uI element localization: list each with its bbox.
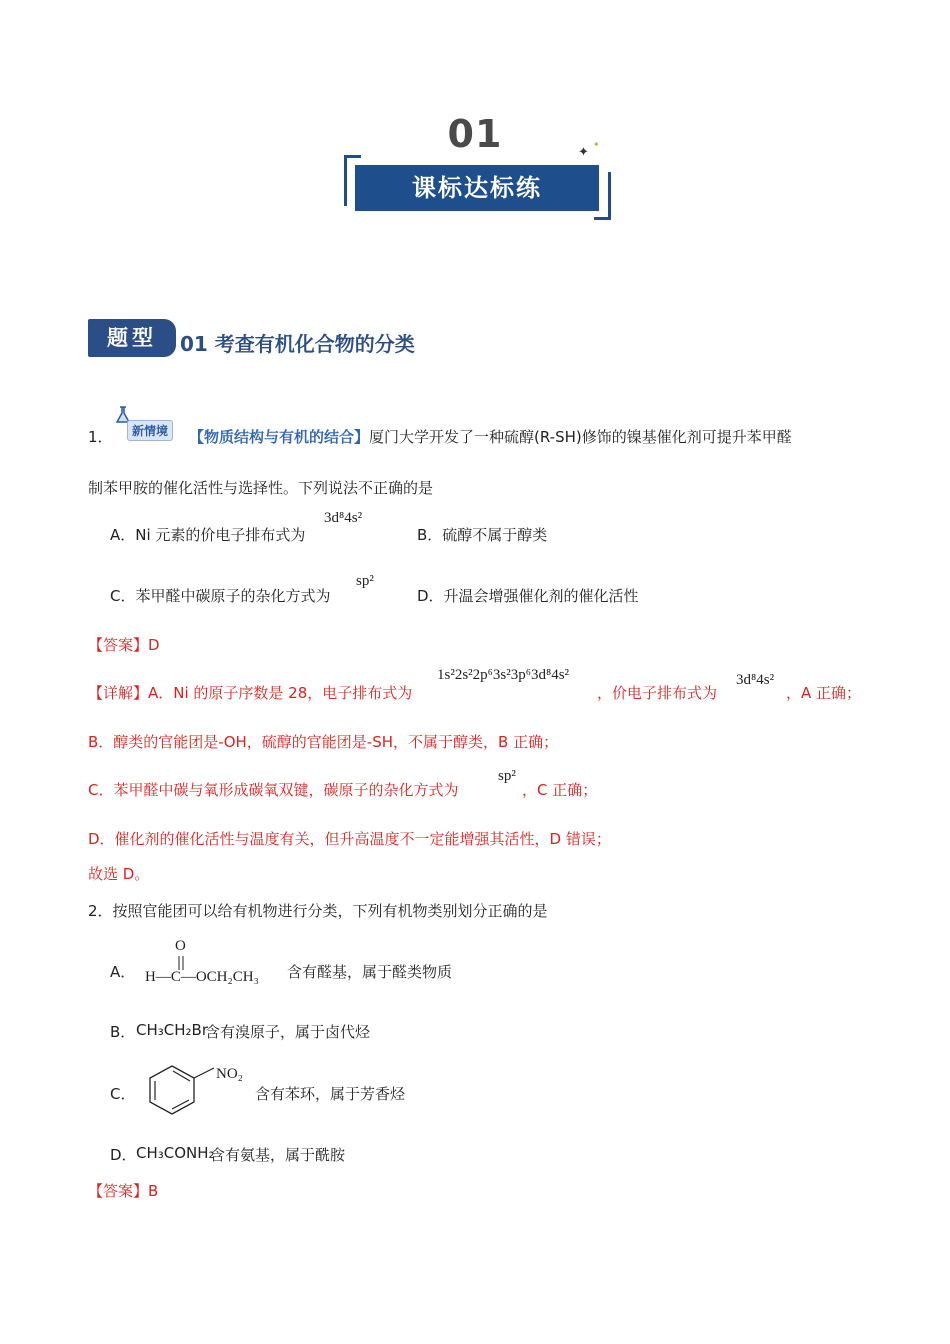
q1-option-b: B．硫醇不属于醇类: [417, 526, 548, 544]
q2-option-c-text: 含有苯环，属于芳香烃: [255, 1085, 406, 1103]
q1-conclusion: 故选 D。: [88, 865, 150, 883]
benzene-ring-icon: [142, 1060, 222, 1124]
q2-option-d-text: 含有氨基，属于酰胺: [210, 1146, 346, 1164]
q1-explanation-c: C．苯甲醛中碳与氧形成碳氧双键，碳原子的杂化方式为: [88, 781, 459, 799]
section-banner: 课标达标练: [355, 165, 599, 211]
q1-explanation-a-formula2: 3d⁸4s²: [736, 672, 775, 688]
chapter-number: 01: [447, 112, 503, 156]
q2-option-c-label: C．: [110, 1085, 136, 1103]
q2-option-a-label: A．: [110, 963, 136, 981]
q2-option-a-text: 含有醛基，属于醛类物质: [287, 963, 453, 981]
q1-stem-line1: 厦门大学开发了一种硫醇(R-SH)修饰的镍基催化剂可提升苯甲醛: [369, 428, 792, 446]
sparkle-small-icon: ✦: [593, 140, 600, 149]
q2-option-b-formula: CH₃CH₂Br: [136, 1021, 208, 1039]
q1-explanation-d: D．催化剂的催化活性与温度有关，但升高温度不一定能增强其活性，D 错误；: [88, 830, 611, 848]
q1-option-c: C．苯甲醛中碳原子的杂化方式为: [110, 587, 331, 605]
q1-explanation-c-formula: sp²: [498, 768, 516, 784]
new-context-tag: 新情境: [127, 420, 173, 441]
q1-answer: 【答案】D: [88, 636, 160, 654]
q1-explanation-a: 【详解】A．Ni 的原子序数是 28，电子排布式为: [88, 684, 413, 702]
q1-option-a-formula: 3d⁸4s²: [324, 510, 363, 526]
q1-explanation-a-mid: ，价电子排布式为: [597, 684, 718, 702]
q2-option-d-label: D．: [110, 1146, 137, 1164]
q1-explanation-a-end: ，A 正确；: [786, 684, 862, 702]
q1-option-a: A．Ni 元素的价电子排布式为: [110, 526, 306, 544]
q2-answer: 【答案】B: [88, 1182, 159, 1200]
q1-number: 1．: [88, 428, 113, 446]
q1-explanation-a-formula: 1s²2s²2p⁶3s²3p⁶3d⁸4s²: [437, 667, 570, 683]
section-title: 01 考查有机化合物的分类: [180, 332, 415, 356]
q2-option-c-group: NO₂: [216, 1066, 243, 1082]
q1-stem-line2: 制苯甲胺的催化活性与选择性。下列说法不正确的是: [88, 479, 434, 497]
q2-stem: 2．按照官能团可以给有机物进行分类，下列有机物类别划分正确的是: [88, 902, 548, 920]
sparkle-icon: ✦: [578, 145, 589, 160]
question-type-badge: 题型: [88, 319, 176, 357]
q2-option-a-oxygen: O: [175, 938, 186, 954]
q1-topic-highlight: 【物质结构与有机的结合】: [189, 428, 370, 446]
q1-option-c-formula: sp²: [356, 573, 374, 589]
q1-option-d: D．升温会增强催化剂的催化活性: [417, 587, 639, 605]
q1-explanation-c-end: ，C 正确；: [522, 781, 598, 799]
q2-option-b-label: B．: [110, 1023, 136, 1041]
q2-option-d-formula: CH₃CONH₂: [136, 1144, 215, 1162]
q2-option-a-structure: H—C—OCH₂CH₃: [145, 969, 259, 985]
q1-explanation-b: B．醇类的官能团是-OH，硫醇的官能团是-SH，不属于醇类，B 正确；: [88, 733, 559, 751]
q2-option-b-text: 含有溴原子，属于卤代烃: [205, 1023, 371, 1041]
